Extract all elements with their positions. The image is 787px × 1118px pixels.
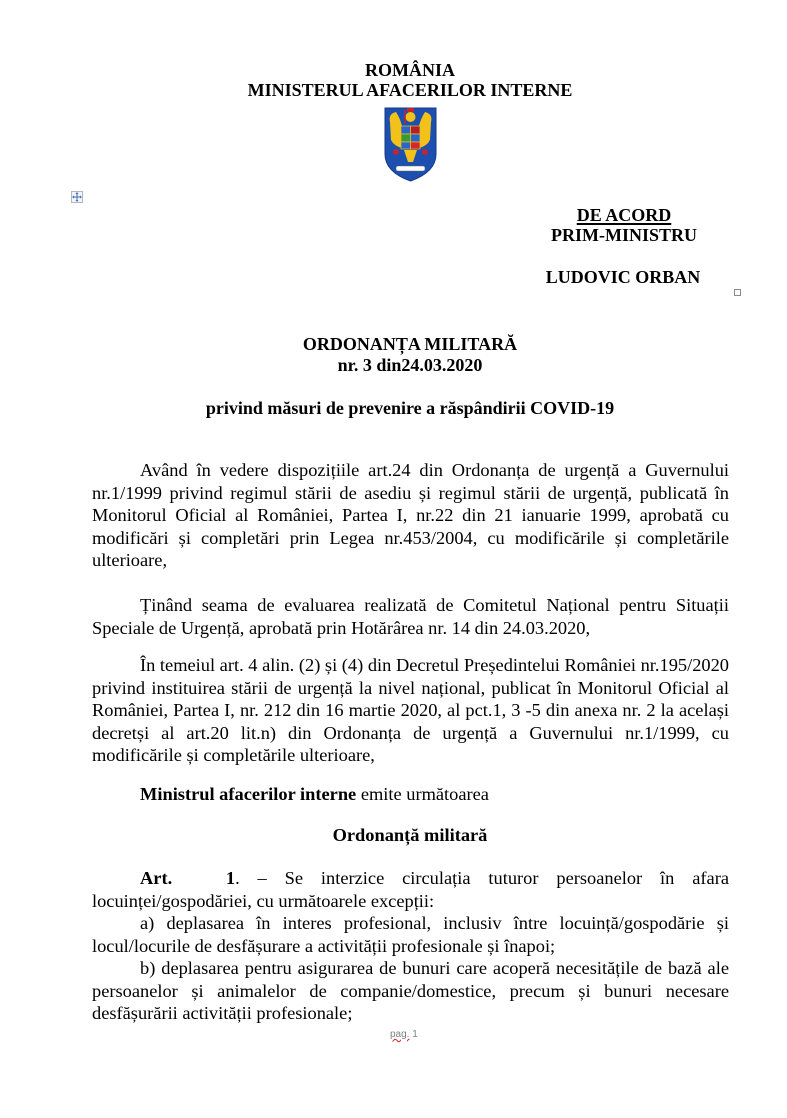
ordinance-title: ORDONANȚA MILITARĂ bbox=[302, 334, 518, 354]
preamble-text-1: Având în vedere dispozițiile art.24 din Ordonanța de urgență a Guvernului nr.1/1999 privind regimul stării de asediu și regimul stării de urgență, publicată în Monitorul Oficial al României, Partea I, nr.22 din 21 ianuarie 1999, aprobată cu modificări și completări prin Legea nr.453/2004, cu modificările și completările ulterioare, bbox=[92, 460, 729, 570]
issuer-action: emite următoarea bbox=[356, 784, 489, 804]
table-resize-handle[interactable] bbox=[734, 289, 741, 296]
issuer-line bbox=[92, 783, 729, 806]
approval-label bbox=[519, 205, 729, 225]
section-title: Ordonanță militară bbox=[332, 825, 488, 845]
article-item-a: a) deplasarea în interes profesional, inclusiv între locuință/gospodărie și locul/locurile de desfășurare a activității profesionale și înapoi; bbox=[92, 913, 729, 956]
ordinance-number-date: nr. 3 din24.03.2020 bbox=[337, 355, 483, 375]
country-heading: ROMÂNIA bbox=[365, 60, 455, 80]
article-number: 1 bbox=[225, 868, 236, 888]
preamble-paragraph-1 bbox=[92, 459, 729, 572]
table-move-handle[interactable] bbox=[71, 191, 83, 203]
article-1-intro bbox=[92, 867, 729, 912]
article-intro-text: . – Se interzice circulația tuturor persoanelor în afara locuinței/gospodăriei, cu următoarele excepții: bbox=[92, 868, 729, 911]
romania-coat-of-arms-icon bbox=[382, 102, 439, 182]
article-1 bbox=[92, 867, 729, 1025]
article-item-b: b) deplasarea pentru asigurarea de bunuri care acoperă necesitățile de bază ale persoanelor și animalelor de companie/domestice, precum și bunuri necesare desfășurării activității profesionale; bbox=[92, 958, 729, 1023]
issuer-name: Ministrul afacerilor interne bbox=[140, 784, 357, 804]
page-number bbox=[390, 1029, 418, 1040]
page-number-value: 1 bbox=[412, 1029, 418, 1040]
article-label: Art. bbox=[140, 868, 173, 888]
approval-label-text: DE ACORD bbox=[576, 205, 672, 225]
ministry-heading: MINISTERUL AFACERILOR INTERNE bbox=[247, 80, 573, 100]
preamble-paragraph-3 bbox=[92, 654, 729, 767]
move-arrows-icon bbox=[72, 192, 82, 202]
page-label: pag. bbox=[390, 1029, 410, 1040]
preamble-text-3: În temeiul art. 4 alin. (2) și (4) din Decretul Președintelui României nr.195/2020 privind instituirea stării de urgență la nivel național, publicat în Monitorul Oficial al României, Partea I, nr. 212 din 16 martie 2020, al pct.1, 3 -5 din anexa nr. 2 la același decretși al art.20 lit.n) din Ordonanța de urgență a Guvernului nr.1/1999, cu modificările și completările ulterioare, bbox=[92, 655, 729, 765]
approval-name: LUDOVIC ORBAN bbox=[545, 267, 701, 287]
ordinance-subject: privind măsuri de prevenire a răspândirii COVID-19 bbox=[205, 398, 615, 418]
approval-role: PRIM-MINISTRU bbox=[551, 225, 697, 245]
preamble-paragraph-2 bbox=[92, 594, 729, 639]
preamble-text-2: Ținând seama de evaluarea realizată de Comitetul Național pentru Situații Speciale de Urgență, aprobată prin Hotărârea nr. 14 din 24.03.2020, bbox=[92, 595, 729, 638]
